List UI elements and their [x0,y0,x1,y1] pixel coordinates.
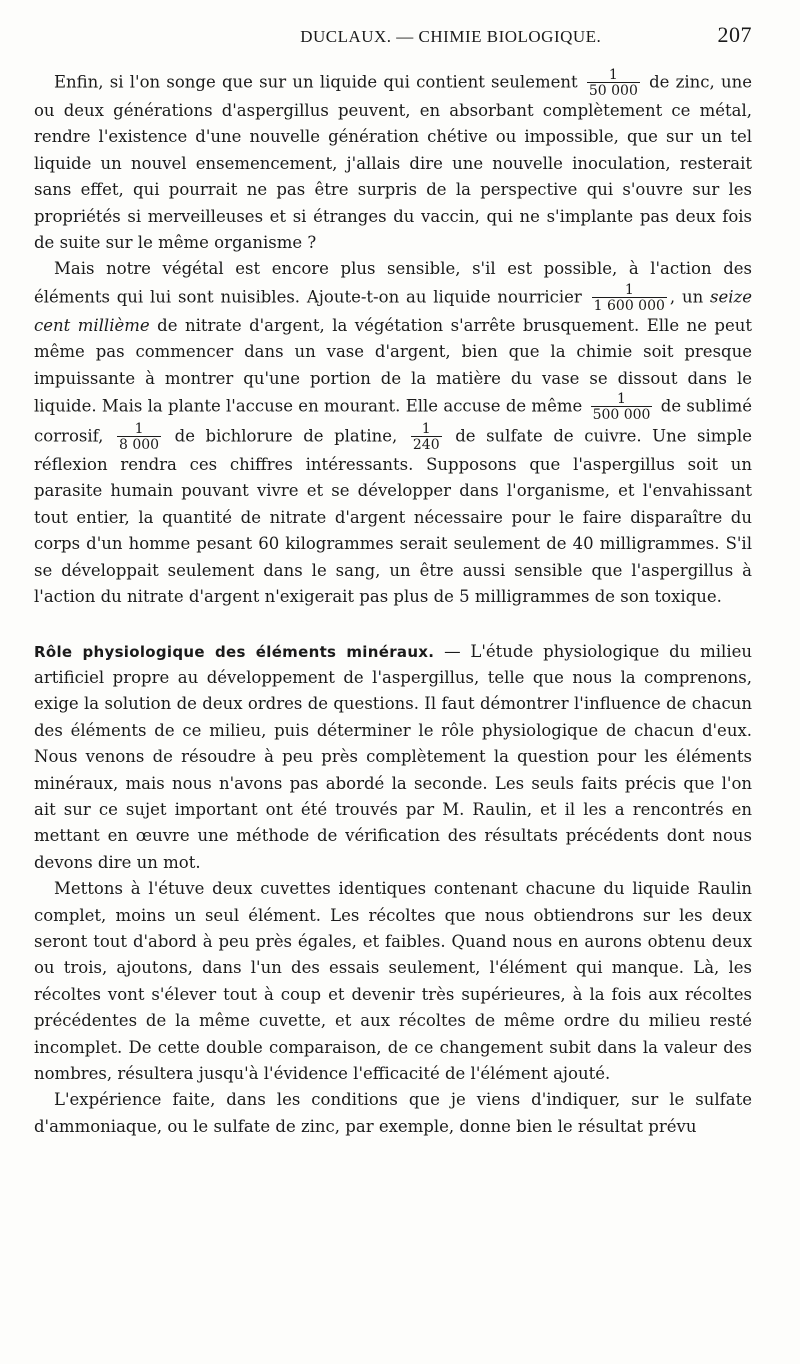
page-number: 207 [717,22,752,47]
text-segment: Enfin, si l'on songe que sur un liquide qui contient seulement [54,72,578,92]
fraction-1-1600000 [592,283,667,313]
text-segment: de nitrate d'argent, la végétation s'arrête brusquement. Elle ne peut même pas commencer dans un vase d'argent, bien que la chimie soit presque impuissante à montrer qu'une portion de la matière du vase se dissout dans le liquide. Mais la plante l'accuse en mourant. Elle accuse de même [34,315,753,416]
fraction-numerator: 1 [617,391,626,408]
section-spacer [34,611,752,639]
page-body [34,68,752,1140]
fraction-denominator: 240 [412,437,440,454]
fraction-1-8000 [117,422,161,452]
fraction-numerator: 1 [134,421,144,438]
fraction-numerator: 1 [624,281,634,298]
fraction-numerator: 1 [421,421,431,438]
running-title: DUCLAUX. — CHIMIE BIOLOGIQUE. [300,27,602,46]
italic-phrase: seize cent millième [34,287,752,335]
section-heading: Rôle physiologique des éléments minéraux. [34,642,435,661]
fraction-1-500000 [591,392,653,422]
fraction-denominator: 8 000 [118,437,160,454]
text-segment: de bichlorure de platine, [174,426,398,446]
paragraph-silver-nitrate [34,256,752,610]
text-segment: de sulfate de cuivre. Une simple réflexion rendra ces chiffres intéressants. Supposons que l'aspergillus soit un parasite humain pouvant vivre et se développer dans l'organisme, et l'envahissant tout entier, la quantité de nitrate d'argent nécessaire pour le faire disparaître du corps d'un homme pesant 60 kilogrammes serait seulement de 40 milligrammes. S'il se développait seulement dans le sang, un être aussi sensible que l'aspergillus à l'action du nitrate d'argent n'exigerait pas plus de 5 milligrammes de son toxique. [34,426,753,607]
running-head [34,22,752,52]
text-segment: , un [669,287,704,307]
fraction-denominator: 1 600 000 [593,297,665,314]
fraction-denominator: 50 000 [588,83,638,99]
paragraph-zinc [34,68,752,256]
fraction-1-50000 [587,68,640,98]
fraction-denominator: 500 000 [592,407,651,424]
text-segment: de sublimé corrosif, [34,396,753,446]
text-segment: — L'étude physiologique du milieu artificiel propre au développement de l'aspergillus, telle que nous la comprenons, exige la solution de deux ordres de questions. Il faut démontrer l'influence de chacun des éléments de ce milieu, puis déterminer le rôle physiologique de chacun d'eux. Nous venons de résoudre à peu près complètement la question pour les éléments minéraux, mais nous n'avons pas abordé la seconde. Les seuls faits précis que l'on ait sur ce sujet important ont été trouvés par M. Raulin, et il les a rencontrés en mettant en œuvre une méthode de vérification des résultats précédents dont nous devons dire un mot. [34,641,752,872]
text-segment: Mais notre végétal est encore plus sensible, s'il est possible, à l'action des éléments qui lui sont nuisibles. Ajoute-t-on au liquide nourricier [34,259,752,307]
paragraph-experiment: Mettons à l'étuve deux cuvettes identiques contenant chacune du liquide Raulin complet, moins un seul élément. Les récoltes que nous obtiendrons sur les deux seront tout d'abord à peu près égales, et faibles. Quand nous en aurons obtenu deux ou trois, ajoutons, dans l'un des essais seulement, l'élément qui manque. Là, les récoltes vont s'élever tout à coup et devenir très supérieures, à la fois aux récoltes précédentes de la même cuvette, et aux récoltes de même ordre du milieu resté incomplet. De cette double comparaison, de ce changement subit dans la valeur des nombres, résultera jusqu'à l'évidence l'efficacité de l'élément ajouté. [34,879,752,1083]
paragraph-result: L'expérience faite, dans les conditions que je viens d'indiquer, sur le sulfate d'ammoniaque, ou le sulfate de zinc, par exemple, donne bien le résultat prévu [34,1090,752,1136]
fraction-numerator: 1 [608,67,618,83]
fraction-1-240 [411,422,442,452]
paragraph-mineral-elements [34,639,752,877]
text-segment: de zinc, une ou deux générations d'aspergillus peuvent, en absorbant complètement ce métal, rendre l'existence d'une nouvelle génération chétive ou impossible, que sur un tel liquide un nouvel ensemencement, j'allais dire une nouvelle inoculation, resterait sans effet, qui pourrait ne pas être surpris de la perspective qui s'ouvre sur les propriétés si merveilleuses et si étranges du vaccin, qui ne s'implante pas deux fois de suite sur le même organisme ? [34,72,752,253]
